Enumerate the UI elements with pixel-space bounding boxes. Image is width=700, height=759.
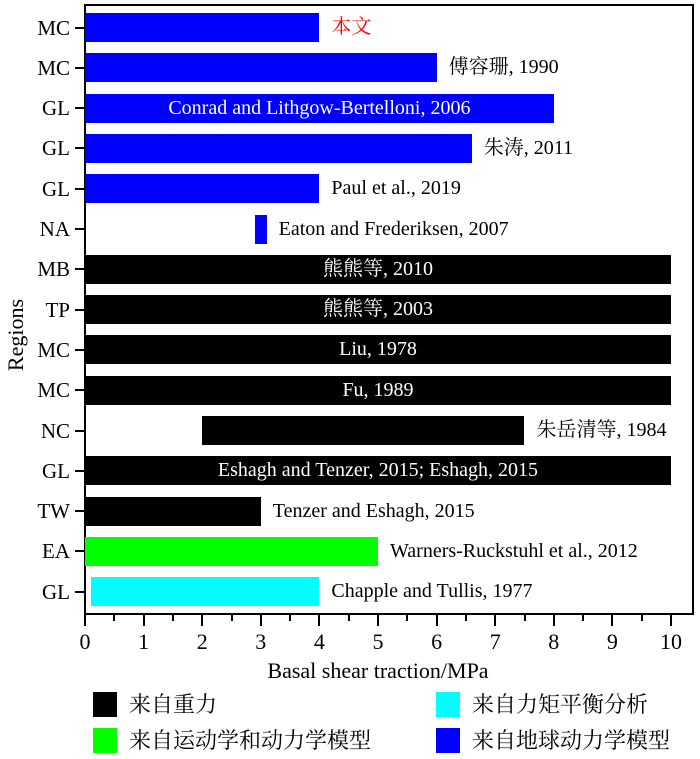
y-tick [75, 107, 84, 109]
bar-annotation: Fu, 1989 [342, 378, 414, 401]
y-tick [75, 349, 84, 351]
legend-swatch [436, 692, 460, 717]
y-tick-label-tw: TW [37, 499, 70, 524]
y-tick-label-nc: NC [40, 418, 70, 443]
bar-annotation: Liu, 1978 [339, 338, 417, 361]
y-tick-label-mc: MC [37, 378, 70, 403]
y-tick-label-tp: TP [45, 297, 70, 322]
x-tick-major [318, 615, 320, 626]
y-tick-label-mc: MC [37, 15, 70, 40]
x-axis-title: Basal shear traction/MPa [267, 658, 489, 683]
x-tick-label: 8 [548, 629, 560, 654]
bar-annotation: 熊熊等, 2010 [323, 257, 433, 280]
bar-gl-14 [91, 577, 320, 606]
x-tick-minor [641, 615, 643, 621]
bar-annotation: 朱涛, 2011 [483, 136, 574, 159]
legend-item-0 [93, 692, 436, 717]
y-tick-label-gl: GL [42, 136, 70, 161]
y-tick-label-gl: GL [42, 96, 70, 121]
legend-swatch [93, 692, 117, 717]
bar-mc-0 [85, 13, 319, 42]
y-tick [75, 188, 84, 190]
bar-nc-10 [202, 416, 524, 445]
x-tick-label: 3 [255, 629, 267, 654]
x-tick-major [260, 615, 262, 626]
legend-label: 来自地球动力学模型 [472, 728, 671, 753]
y-tick [75, 591, 84, 593]
x-tick-minor [582, 615, 584, 621]
bar-annotation: Eaton and Frederiksen, 2007 [278, 217, 509, 240]
bar-tw-12 [85, 497, 261, 526]
y-tick [75, 470, 84, 472]
y-tick-label-gl: GL [42, 176, 70, 201]
x-tick-minor [348, 615, 350, 621]
legend-item-3 [436, 728, 693, 753]
x-tick-minor [465, 615, 467, 621]
bar-gl-3 [85, 134, 472, 163]
x-tick-major [670, 615, 672, 626]
x-tick-major [143, 615, 145, 626]
bar-annotation: 熊熊等, 2003 [323, 298, 433, 321]
legend-label: 来自运动学和动力学模型 [129, 728, 372, 753]
x-tick-major [201, 615, 203, 626]
y-tick [75, 268, 84, 270]
y-tick [75, 389, 84, 391]
legend-item-2 [93, 728, 436, 753]
bar-mc-1 [85, 53, 437, 82]
x-tick-minor [406, 615, 408, 621]
bar-annotation: 朱岳清等, 1984 [536, 419, 667, 441]
x-tick-label: 7 [489, 629, 501, 654]
y-tick-label-mc: MC [37, 55, 70, 80]
bar-annotation: Conrad and Lithgow-Bertelloni, 2006 [168, 96, 471, 119]
x-tick-minor [231, 615, 233, 621]
y-tick-label-gl: GL [42, 458, 70, 483]
y-tick-label-mb: MB [37, 257, 70, 282]
legend-item-1 [436, 692, 693, 717]
x-tick-major [611, 615, 613, 626]
y-tick-label-gl: GL [42, 579, 70, 604]
x-tick-minor [289, 615, 291, 621]
y-tick [75, 430, 84, 432]
bar-annotation: Chapple and Tullis, 1977 [331, 580, 533, 603]
bar-gl-4 [85, 174, 319, 203]
y-tick-label-mc: MC [37, 337, 70, 362]
bar-na-5 [255, 215, 267, 244]
x-tick-label: 4 [313, 629, 325, 654]
x-tick-label: 6 [431, 629, 443, 654]
x-tick-minor [524, 615, 526, 621]
x-tick-label: 5 [372, 629, 384, 654]
x-tick-minor [172, 615, 174, 621]
y-tick [75, 550, 84, 552]
bar-annotation: 傅容珊, 1990 [448, 56, 559, 79]
x-tick-label: 1 [138, 629, 150, 654]
y-tick [75, 510, 84, 512]
x-tick-major [553, 615, 555, 626]
y-tick-label-ea: EA [42, 539, 70, 564]
bar-annotation: Paul et al., 2019 [331, 177, 461, 200]
y-tick [75, 67, 84, 69]
x-tick-label: 10 [660, 629, 682, 654]
x-tick-label: 0 [79, 629, 91, 654]
x-tick-label: 9 [606, 629, 618, 654]
legend-label: 来自力矩平衡分析 [472, 692, 649, 717]
chart-legend [93, 692, 693, 753]
legend-swatch [93, 728, 117, 753]
legend-label: 来自重力 [129, 692, 218, 717]
x-tick-major [494, 615, 496, 626]
x-tick-major [377, 615, 379, 626]
x-tick-major [436, 615, 438, 626]
y-tick [75, 309, 84, 311]
y-tick [75, 27, 84, 29]
x-tick-major [84, 615, 86, 626]
y-tick-label-na: NA [39, 217, 70, 241]
x-tick-minor [113, 615, 115, 621]
y-tick [75, 228, 84, 230]
bar-annotation: 本文 [331, 16, 372, 38]
y-axis-title: Regions [3, 298, 28, 372]
y-tick [75, 147, 84, 149]
bar-ea-13 [85, 537, 378, 566]
legend-swatch [436, 728, 460, 753]
bar-annotation: Tenzer and Eshagh, 2015 [272, 499, 475, 522]
bar-annotation: Warners-Ruckstuhl et al., 2012 [390, 539, 638, 562]
x-tick-label: 2 [196, 629, 208, 654]
bar-annotation: Eshagh and Tenzer, 2015; Eshagh, 2015 [217, 459, 539, 482]
